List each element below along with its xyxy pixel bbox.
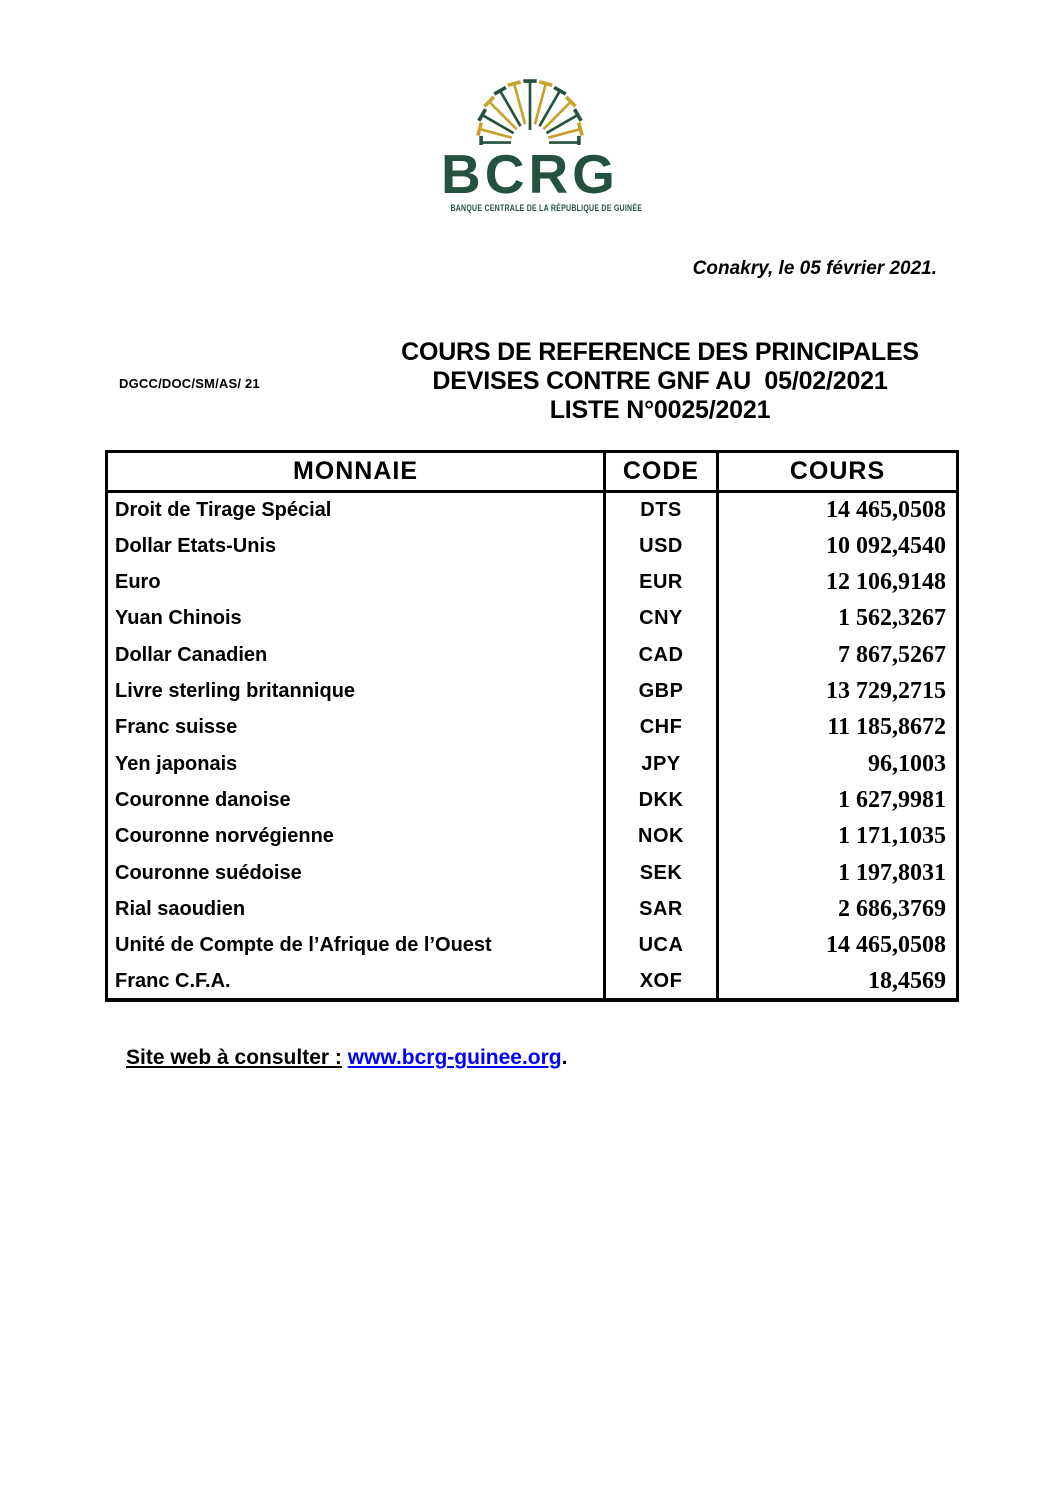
table-row bbox=[107, 928, 958, 964]
currency-code-cell: DKK bbox=[605, 782, 718, 818]
currency-code-cell: CAD bbox=[605, 637, 718, 673]
rate-value-cell: 12 106,9148 bbox=[718, 564, 958, 600]
table-row bbox=[107, 855, 958, 891]
title-line-2: DEVISES CONTRE GNF AU 05/02/2021 bbox=[432, 367, 888, 395]
rate-value-cell: 14 465,0508 bbox=[718, 928, 958, 964]
title-line-3: LISTE N°0025/2021 bbox=[549, 396, 771, 424]
rate-value-cell: 14 465,0508 bbox=[718, 492, 958, 528]
rates-table-body bbox=[107, 492, 958, 1001]
currency-name-cell: Droit de Tirage Spécial bbox=[107, 492, 605, 528]
website-suffix: . bbox=[561, 1046, 568, 1069]
currency-code-cell: CHF bbox=[605, 710, 718, 746]
currency-name-cell: Euro bbox=[107, 564, 605, 600]
currency-code-cell: SEK bbox=[605, 855, 718, 891]
currency-name-cell: Dollar Canadien bbox=[107, 637, 605, 673]
table-row bbox=[107, 492, 958, 528]
currency-name-cell: Livre sterling britannique bbox=[107, 673, 605, 709]
table-row bbox=[107, 782, 958, 818]
currency-code-cell: NOK bbox=[605, 819, 718, 855]
currency-code-cell: SAR bbox=[605, 891, 718, 927]
table-row bbox=[107, 891, 958, 927]
table-row bbox=[107, 673, 958, 709]
website-label: Site web à consulter : bbox=[126, 1046, 342, 1069]
rate-value-cell: 1 562,3267 bbox=[718, 601, 958, 637]
currency-code-cell: DTS bbox=[605, 492, 718, 528]
currency-code-cell: XOF bbox=[605, 964, 718, 1000]
currency-name-cell: Franc suisse bbox=[107, 710, 605, 746]
website-link[interactable]: www.bcrg-guinee.org bbox=[347, 1046, 562, 1069]
rate-value-cell: 1 171,1035 bbox=[718, 819, 958, 855]
reference-number: DGCC/DOC/SM/AS/ 21 bbox=[119, 376, 260, 391]
currency-name-cell: Couronne danoise bbox=[107, 782, 605, 818]
currency-name-cell: Rial saoudien bbox=[107, 891, 605, 927]
rate-value-cell: 11 185,8672 bbox=[718, 710, 958, 746]
bcrg-logo bbox=[428, 66, 643, 213]
title-line-1: COURS DE REFERENCE DES PRINCIPALES bbox=[401, 338, 919, 366]
rate-value-cell: 13 729,2715 bbox=[718, 673, 958, 709]
date-line: Conakry, le 05 février 2021. bbox=[692, 258, 937, 279]
rate-value-cell: 18,4569 bbox=[718, 964, 958, 1000]
currency-name-cell: Franc C.F.A. bbox=[107, 964, 605, 1000]
rate-value-cell: 1 197,8031 bbox=[718, 855, 958, 891]
rate-value-cell: 1 627,9981 bbox=[718, 782, 958, 818]
table-row bbox=[107, 637, 958, 673]
column-header-monnaie: MONNAIE bbox=[107, 452, 605, 492]
currency-code-cell: EUR bbox=[605, 564, 718, 600]
currency-name-cell: Couronne norvégienne bbox=[107, 819, 605, 855]
currency-name-cell: Yen japonais bbox=[107, 746, 605, 782]
table-row bbox=[107, 601, 958, 637]
currency-code-cell: CNY bbox=[605, 601, 718, 637]
website-line bbox=[126, 1046, 567, 1070]
table-row bbox=[107, 528, 958, 564]
currency-code-cell: GBP bbox=[605, 673, 718, 709]
table-row bbox=[107, 564, 958, 600]
currency-code-cell: USD bbox=[605, 528, 718, 564]
rate-value-cell: 2 686,3769 bbox=[718, 891, 958, 927]
rate-value-cell: 10 092,4540 bbox=[718, 528, 958, 564]
rates-table bbox=[105, 450, 959, 1002]
column-header-cours: COURS bbox=[718, 452, 958, 492]
currency-name-cell: Dollar Etats-Unis bbox=[107, 528, 605, 564]
table-row bbox=[107, 819, 958, 855]
currency-name-cell: Couronne suédoise bbox=[107, 855, 605, 891]
table-row bbox=[107, 964, 958, 1000]
table-row bbox=[107, 710, 958, 746]
currency-code-cell: UCA bbox=[605, 928, 718, 964]
table-row bbox=[107, 746, 958, 782]
currency-name-cell: Yuan Chinois bbox=[107, 601, 605, 637]
bcrg-logo-fan-icon bbox=[459, 66, 601, 145]
bcrg-logo-wordmark: BCRG bbox=[441, 143, 619, 205]
table-header-row bbox=[107, 452, 958, 492]
column-header-code: CODE bbox=[605, 452, 718, 492]
currency-name-cell: Unité de Compte de l’Afrique de l’Ouest bbox=[107, 928, 605, 964]
currency-code-cell: JPY bbox=[605, 746, 718, 782]
rate-value-cell: 7 867,5267 bbox=[718, 637, 958, 673]
rate-value-cell: 96,1003 bbox=[718, 746, 958, 782]
bcrg-logo-subtitle: BANQUE CENTRALE DE LA RÉPUBLIQUE DE GUINÉE bbox=[450, 202, 643, 213]
document-title bbox=[360, 338, 960, 425]
